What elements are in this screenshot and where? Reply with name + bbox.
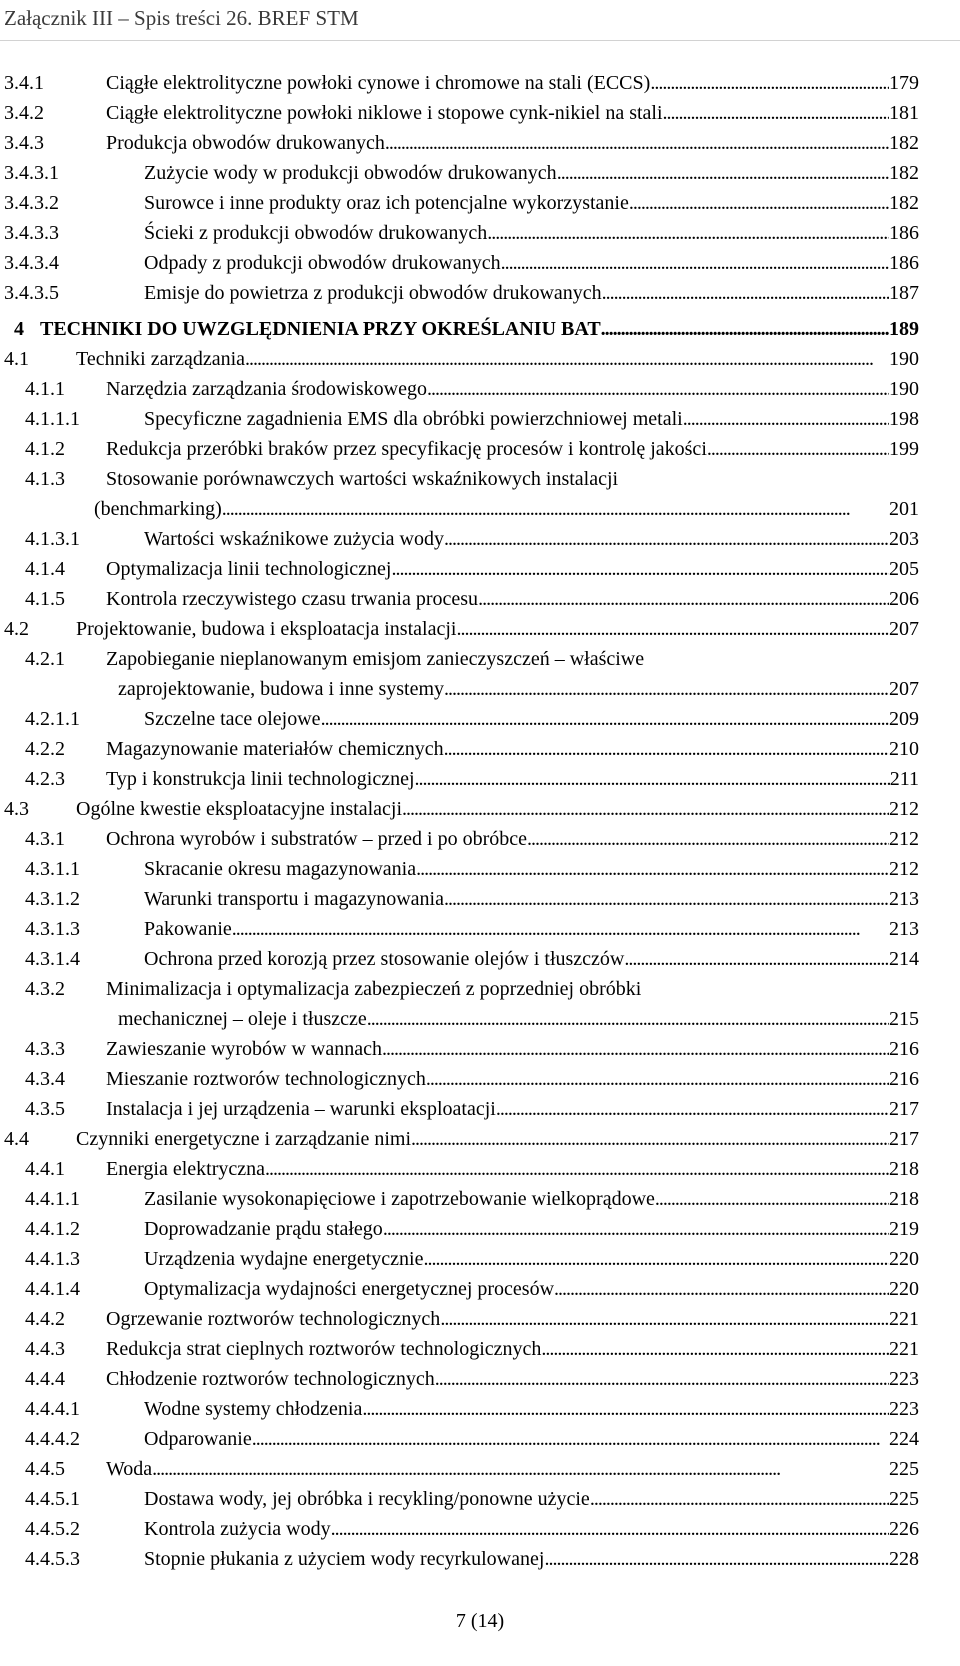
toc-entry[interactable] <box>0 704 960 734</box>
toc-entry-title-line1: Zapobieganie nieplanowanym emisjom zanieczyszczeń – właściwe <box>106 648 645 670</box>
toc-entry-title: Odparowanie <box>144 1428 252 1450</box>
dot-leader <box>456 614 889 644</box>
toc-entry[interactable] <box>0 128 960 158</box>
toc-entry-page: 225 <box>889 1488 919 1510</box>
toc-entry[interactable] <box>0 974 960 1034</box>
toc-entry-title: Redukcja przeróbki braków przez specyfikację procesów i kontrolę jakości <box>106 438 707 460</box>
toc-entry-number: 4.4.5.1 <box>25 1488 80 1510</box>
dot-leader <box>487 218 889 248</box>
dot-leader <box>385 128 889 158</box>
toc-entry-title: Ochrona przed korozją przez stosowanie olejów i tłuszczów <box>144 948 625 970</box>
dot-leader <box>245 344 889 374</box>
toc-entry-line <box>106 98 919 128</box>
toc-entry-title: Instalacja i jej urządzenia – warunki eksploatacji <box>106 1098 496 1120</box>
toc-entry-title: Energia elektryczna <box>106 1158 265 1180</box>
dot-leader <box>707 434 889 464</box>
toc-entry-number: 4.4.1.3 <box>25 1248 80 1270</box>
toc-entry-page: 189 <box>889 318 919 340</box>
toc-entry-page: 182 <box>889 192 919 214</box>
toc-entry-line <box>106 1064 919 1094</box>
toc-entry-number: 4.3 <box>4 798 29 820</box>
toc-entry-page: 226 <box>889 1518 919 1540</box>
toc-entry[interactable] <box>0 1094 960 1124</box>
toc-entry[interactable] <box>0 644 960 704</box>
toc-entry[interactable] <box>0 1454 960 1484</box>
toc-entry-line <box>144 188 919 218</box>
toc-entry[interactable] <box>0 344 960 374</box>
toc-entry-number: 4.1.2 <box>25 438 65 460</box>
toc-entry-page: 228 <box>889 1548 919 1570</box>
toc-entry-page: 209 <box>889 708 919 730</box>
toc-entry-title: Redukcja strat cieplnych roztworów technologicznych <box>106 1338 542 1360</box>
toc-entry-page: 203 <box>889 528 919 550</box>
toc-entry-title: Dostawa wody, jej obróbka i recykling/ponowne użycie <box>144 1488 590 1510</box>
toc-entry-line <box>106 584 919 614</box>
toc-entry-line <box>76 794 919 824</box>
dot-leader <box>382 1034 889 1064</box>
toc-entry-page: 211 <box>889 768 919 790</box>
toc-entry-title: Urządzenia wydajne energetycznie <box>144 1248 424 1270</box>
toc-entry[interactable] <box>0 278 960 308</box>
toc-entry-number: 4.4.5 <box>25 1458 65 1480</box>
dot-leader <box>629 188 889 218</box>
toc-entry-title: Zużycie wody w produkcji obwodów drukowanych <box>144 162 557 184</box>
toc-entry-title: Skracanie okresu magazynowania <box>144 858 417 880</box>
toc-entry[interactable] <box>0 1514 960 1544</box>
toc-entry-line <box>106 734 919 764</box>
dot-leader <box>391 554 889 584</box>
toc-entry[interactable] <box>0 734 960 764</box>
toc-entry-line <box>106 1334 919 1364</box>
toc-entry-title: Ścieki z produkcji obwodów drukowanych <box>144 222 488 244</box>
toc-entry-number: 3.4.1 <box>4 72 44 94</box>
toc-entry[interactable] <box>0 404 960 434</box>
toc-entry-line <box>144 1484 919 1514</box>
toc-entry-line <box>94 494 919 524</box>
dot-leader <box>501 248 889 278</box>
toc-entry-page: 213 <box>889 888 919 910</box>
dot-leader <box>663 98 889 128</box>
toc-entry-line <box>144 704 919 734</box>
toc-entry[interactable] <box>0 1334 960 1364</box>
toc-entry-number: 4.4.1.2 <box>25 1218 80 1240</box>
toc-entry-page: 215 <box>889 1008 919 1030</box>
toc-entry-number: 4.3.3 <box>25 1038 65 1060</box>
toc-entry-title: Ciągłe elektrolityczne powłoki cynowe i chromowe na stali (ECCS) <box>106 72 651 94</box>
toc-entry-number: 4.2.1.1 <box>25 708 80 730</box>
toc-entry[interactable] <box>0 374 960 404</box>
toc-entry-number: 4.4.1.4 <box>25 1278 80 1300</box>
toc-entry-page: 190 <box>889 378 919 400</box>
toc-entry-title: Szczelne tace olejowe <box>144 708 321 730</box>
toc-entry-line <box>106 128 919 158</box>
dot-leader <box>444 674 889 704</box>
table-of-contents <box>0 68 960 1574</box>
toc-entry-number: 4.2.3 <box>25 768 65 790</box>
toc-entry-page: 223 <box>889 1398 919 1420</box>
toc-entry-number: 4.3.1.4 <box>25 948 80 970</box>
toc-entry-title: Stopnie płukania z użyciem wody recyrkulowanej <box>144 1548 545 1570</box>
dot-leader <box>427 374 889 404</box>
dot-leader <box>383 1214 889 1244</box>
toc-entry-number: 3.4.3.2 <box>4 192 59 214</box>
toc-entry-number: 4.1 <box>4 348 29 370</box>
toc-entry-line <box>106 434 919 464</box>
toc-entry[interactable] <box>0 188 960 218</box>
toc-entry[interactable] <box>0 1244 960 1274</box>
toc-entry-line <box>144 914 919 944</box>
toc-entry-page: 212 <box>889 858 919 880</box>
page-number: 7 (14) <box>455 1610 505 1632</box>
toc-entry[interactable] <box>0 98 960 128</box>
toc-entry-line <box>118 674 919 704</box>
dot-leader <box>321 704 889 734</box>
toc-entry[interactable] <box>0 1484 960 1514</box>
toc-entry-page: 213 <box>889 918 919 940</box>
dot-leader <box>601 314 889 344</box>
toc-entry-title: Chłodzenie roztworów technologicznych <box>106 1368 435 1390</box>
dot-leader <box>650 68 889 98</box>
toc-entry-number: 4.4.2 <box>25 1308 65 1330</box>
toc-entry-page: 199 <box>889 438 919 460</box>
toc-entry-title-line1: Stosowanie porównawczych wartości wskaźnikowych instalacji <box>106 468 619 490</box>
dot-leader <box>331 1514 889 1544</box>
toc-entry-page: 221 <box>889 1338 919 1360</box>
toc-entry-number: 4.1.1 <box>25 378 65 400</box>
dot-leader <box>426 1064 889 1094</box>
dot-leader <box>222 494 889 524</box>
toc-entry[interactable] <box>0 68 960 98</box>
toc-entry-line <box>144 1514 919 1544</box>
toc-entry-number: 4.1.3 <box>25 468 65 490</box>
dot-leader <box>440 1304 889 1334</box>
toc-entry[interactable] <box>0 794 960 824</box>
toc-entry-page: 179 <box>889 72 919 94</box>
toc-entry-line <box>144 158 919 188</box>
toc-entry[interactable] <box>0 1214 960 1244</box>
toc-entry-line <box>106 764 919 794</box>
toc-entry-title: Optymalizacja linii technologicznej <box>106 558 392 580</box>
toc-entry-line <box>144 1244 919 1274</box>
toc-entry[interactable] <box>0 914 960 944</box>
toc-entry-title: Magazynowanie materiałów chemicznych <box>106 738 444 760</box>
toc-entry-line <box>76 614 919 644</box>
toc-entry-line <box>144 1394 919 1424</box>
toc-entry[interactable] <box>0 158 960 188</box>
toc-entry[interactable] <box>0 554 960 584</box>
toc-entry[interactable] <box>0 1124 960 1154</box>
toc-entry-line <box>144 944 919 974</box>
toc-entry-page: 212 <box>889 798 919 820</box>
toc-entry-number: 4.4.1.1 <box>25 1188 80 1210</box>
toc-entry-page: 217 <box>889 1098 919 1120</box>
toc-entry-page: 187 <box>889 282 919 304</box>
toc-entry-line <box>144 278 919 308</box>
dot-leader <box>252 1424 889 1454</box>
toc-entry-page: 224 <box>889 1428 919 1450</box>
toc-entry-line <box>106 1304 919 1334</box>
dot-leader <box>496 1094 889 1124</box>
toc-entry-page: 190 <box>889 348 919 370</box>
toc-entry[interactable] <box>0 1424 960 1454</box>
toc-entry-line <box>144 1184 919 1214</box>
toc-entry[interactable] <box>0 248 960 278</box>
toc-entry-title-line1: Minimalizacja i optymalizacja zabezpieczeń z poprzedniej obróbki <box>106 978 642 1000</box>
dot-leader <box>265 1154 889 1184</box>
toc-entry[interactable] <box>0 1364 960 1394</box>
toc-entry-number: 3.4.3.1 <box>4 162 59 184</box>
toc-entry-page: 223 <box>889 1368 919 1390</box>
toc-entry-page: 198 <box>889 408 919 430</box>
toc-entry[interactable] <box>0 614 960 644</box>
dot-leader <box>683 404 889 434</box>
toc-entry[interactable] <box>0 1154 960 1184</box>
dot-leader <box>415 764 890 794</box>
toc-entry-number: 4.2.2 <box>25 738 65 760</box>
toc-entry-number: 4.1.1.1 <box>25 408 80 430</box>
toc-entry-line <box>106 374 919 404</box>
toc-entry-title: Surowce i inne produkty oraz ich potencjalne wykorzystanie <box>144 192 629 214</box>
toc-entry-line <box>144 854 919 884</box>
toc-entry[interactable] <box>0 308 960 344</box>
toc-entry-title: Ochrona wyrobów i substratów – przed i po obróbce <box>106 828 528 850</box>
toc-entry-page: 225 <box>889 1458 919 1480</box>
toc-entry-number: 3.4.3.4 <box>4 252 59 274</box>
toc-entry-title: Narzędzia zarządzania środowiskowego <box>106 378 427 400</box>
toc-entry-number: 4.4 <box>4 1128 29 1150</box>
toc-entry-line <box>106 554 919 584</box>
dot-leader <box>554 1274 889 1304</box>
toc-entry-number: 4.4.1 <box>25 1158 65 1180</box>
toc-entry-page: 221 <box>889 1308 919 1330</box>
toc-entry-title: Typ i konstrukcja linii technologicznej <box>106 768 415 790</box>
toc-entry-title: Emisje do powietrza z produkcji obwodów drukowanych <box>144 282 602 304</box>
toc-entry[interactable] <box>0 584 960 614</box>
dot-leader <box>435 1364 889 1394</box>
toc-entry-page: 216 <box>889 1038 919 1060</box>
toc-entry[interactable] <box>0 1184 960 1214</box>
toc-entry-number: 4 <box>14 318 24 340</box>
toc-entry[interactable] <box>0 854 960 884</box>
toc-entry-number: 4.3.1.2 <box>25 888 80 910</box>
toc-entry-page: 218 <box>889 1188 919 1210</box>
toc-entry-page: 219 <box>889 1218 919 1240</box>
toc-entry-number: 4.3.2 <box>25 978 65 1000</box>
dot-leader <box>544 1544 889 1574</box>
dot-leader <box>444 524 889 554</box>
toc-entry[interactable] <box>0 434 960 464</box>
toc-entry-page: 220 <box>889 1248 919 1270</box>
toc-entry-line <box>76 344 919 374</box>
toc-entry-page: 220 <box>889 1278 919 1300</box>
toc-entry-title: mechanicznej – oleje i tłuszcze <box>118 1008 367 1030</box>
toc-entry-number: 4.1.5 <box>25 588 65 610</box>
toc-entry-title: Techniki zarządzania <box>76 348 246 370</box>
toc-entry[interactable] <box>0 824 960 854</box>
dot-leader <box>411 1124 889 1154</box>
toc-entry[interactable] <box>0 218 960 248</box>
toc-entry-line <box>40 314 919 344</box>
toc-entry-line <box>144 404 919 434</box>
dot-leader <box>444 734 889 764</box>
toc-entry-title: Warunki transportu i magazynowania <box>144 888 444 910</box>
toc-entry[interactable] <box>0 1304 960 1334</box>
toc-entry-number: 4.4.4.1 <box>25 1398 80 1420</box>
toc-entry-page: 201 <box>889 498 919 520</box>
toc-entry-title: Czynniki energetyczne i zarządzanie nimi <box>76 1128 412 1150</box>
toc-entry-number: 3.4.2 <box>4 102 44 124</box>
toc-entry-number: 4.4.4.2 <box>25 1428 80 1450</box>
toc-entry-line <box>144 524 919 554</box>
toc-entry-line <box>144 1424 919 1454</box>
toc-entry-title: Woda <box>106 1458 153 1480</box>
toc-entry-title: Specyficzne zagadnienia EMS dla obróbki powierzchniowej metali <box>144 408 683 430</box>
toc-entry-title: Odpady z produkcji obwodów drukowanych <box>144 252 501 274</box>
toc-entry-number: 4.3.1 <box>25 828 65 850</box>
dot-leader <box>362 1394 889 1424</box>
header-divider <box>0 40 960 41</box>
toc-entry-title: Pakowanie <box>144 918 232 940</box>
toc-entry-title: Zawieszanie wyrobów w wannach <box>106 1038 383 1060</box>
toc-entry-line <box>106 1364 919 1394</box>
toc-entry[interactable] <box>0 1544 960 1574</box>
toc-entry-line <box>118 1004 919 1034</box>
toc-entry-line <box>144 218 919 248</box>
toc-entry-number: 4.3.1.1 <box>25 858 80 880</box>
toc-entry-page: 182 <box>889 132 919 154</box>
toc-entry[interactable] <box>0 464 960 524</box>
toc-entry-title: Ciągłe elektrolityczne powłoki niklowe i stopowe cynk-nikiel na stali <box>106 102 663 124</box>
dot-leader <box>590 1484 889 1514</box>
toc-entry-line <box>144 248 919 278</box>
toc-entry-line <box>106 1454 919 1484</box>
toc-entry-page: 217 <box>889 1128 919 1150</box>
toc-entry-number: 4.4.3 <box>25 1338 65 1360</box>
toc-entry-number: 3.4.3.3 <box>4 222 59 244</box>
toc-entry-line <box>144 1544 919 1574</box>
toc-entry-number: 4.2 <box>4 618 29 640</box>
toc-entry-line <box>106 68 919 98</box>
dot-leader <box>416 854 889 884</box>
toc-entry[interactable] <box>0 1064 960 1094</box>
toc-entry-page: 216 <box>889 1068 919 1090</box>
toc-entry-title: Kontrola rzeczywistego czasu trwania procesu <box>106 588 479 610</box>
dot-leader <box>655 1184 889 1214</box>
toc-entry-title: Doprowadzanie prądu stałego <box>144 1218 383 1240</box>
toc-entry-title: Optymalizacja wydajności energetycznej procesów <box>144 1278 555 1300</box>
toc-entry-number: 4.1.4 <box>25 558 65 580</box>
toc-entry-title: Kontrola zużycia wody <box>144 1518 331 1540</box>
toc-entry-page: 207 <box>889 618 919 640</box>
dot-leader <box>527 824 889 854</box>
page-header: Załącznik III – Spis treści 26. BREF STM <box>4 6 359 30</box>
toc-entry-number: 4.4.4 <box>25 1368 65 1390</box>
dot-leader <box>152 1454 889 1484</box>
toc-entry-title: Produkcja obwodów drukowanych <box>106 132 385 154</box>
toc-entry-page: 210 <box>889 738 919 760</box>
toc-entry[interactable] <box>0 944 960 974</box>
dot-leader <box>602 278 889 308</box>
toc-entry-number: 4.1.3.1 <box>25 528 80 550</box>
toc-entry[interactable] <box>0 1394 960 1424</box>
toc-entry-number: 4.4.5.2 <box>25 1518 80 1540</box>
toc-entry-page: 186 <box>889 252 919 274</box>
toc-entry-title: Projektowanie, budowa i eksploatacja instalacji <box>76 618 457 640</box>
toc-entry[interactable] <box>0 1034 960 1064</box>
toc-entry-number: 4.2.1 <box>25 648 65 670</box>
toc-entry-page: 205 <box>889 558 919 580</box>
dot-leader <box>423 1244 889 1274</box>
dot-leader <box>444 884 889 914</box>
toc-entry-number: 4.3.5 <box>25 1098 65 1120</box>
toc-entry-page: 182 <box>889 162 919 184</box>
dot-leader <box>557 158 889 188</box>
toc-entry-line <box>144 1274 919 1304</box>
toc-entry-page: 212 <box>889 828 919 850</box>
toc-entry-line <box>106 1034 919 1064</box>
toc-entry-page: 218 <box>889 1158 919 1180</box>
toc-entry-title: Ogólne kwestie eksploatacyjne instalacji <box>76 798 403 820</box>
toc-entry-title: TECHNIKI DO UWZGLĘDNIENIA PRZY OKREŚLANIU BAT <box>40 318 601 340</box>
toc-entry-page: 181 <box>889 102 919 124</box>
dot-leader <box>624 944 889 974</box>
toc-entry[interactable] <box>0 1274 960 1304</box>
toc-entry-number: 4.3.4 <box>25 1068 65 1090</box>
toc-entry-page: 206 <box>889 588 919 610</box>
dot-leader <box>402 794 889 824</box>
toc-entry-title: Ogrzewanie roztworów technologicznych <box>106 1308 441 1330</box>
toc-entry[interactable] <box>0 524 960 554</box>
toc-entry-number: 4.4.5.3 <box>25 1548 80 1570</box>
dot-leader <box>541 1334 889 1364</box>
toc-entry-page: 186 <box>889 222 919 244</box>
toc-entry-number: 4.3.1.3 <box>25 918 80 940</box>
dot-leader <box>367 1004 889 1034</box>
toc-entry-line <box>76 1124 919 1154</box>
toc-entry-page: 207 <box>889 678 919 700</box>
dot-leader <box>478 584 889 614</box>
toc-entry-title: (benchmarking) <box>94 498 222 520</box>
toc-entry-line <box>106 1154 919 1184</box>
toc-entry[interactable] <box>0 884 960 914</box>
toc-entry-title: Zasilanie wysokonapięciowe i zapotrzebowanie wielkoprądowe <box>144 1188 655 1210</box>
toc-entry-number: 3.4.3 <box>4 132 44 154</box>
toc-entry-line <box>106 824 919 854</box>
toc-entry-title: Mieszanie roztworów technologicznych <box>106 1068 426 1090</box>
toc-entry-title: Wartości wskaźnikowe zużycia wody <box>144 528 444 550</box>
toc-entry-line <box>144 884 919 914</box>
dot-leader <box>232 914 889 944</box>
toc-entry-title: Wodne systemy chłodzenia <box>144 1398 363 1420</box>
toc-entry-line <box>106 1094 919 1124</box>
toc-entry-page: 214 <box>889 948 919 970</box>
toc-entry[interactable] <box>0 764 960 794</box>
toc-entry-number: 3.4.3.5 <box>4 282 59 304</box>
toc-entry-line <box>144 1214 919 1244</box>
toc-entry-title: zaprojektowanie, budowa i inne systemy <box>118 678 445 700</box>
